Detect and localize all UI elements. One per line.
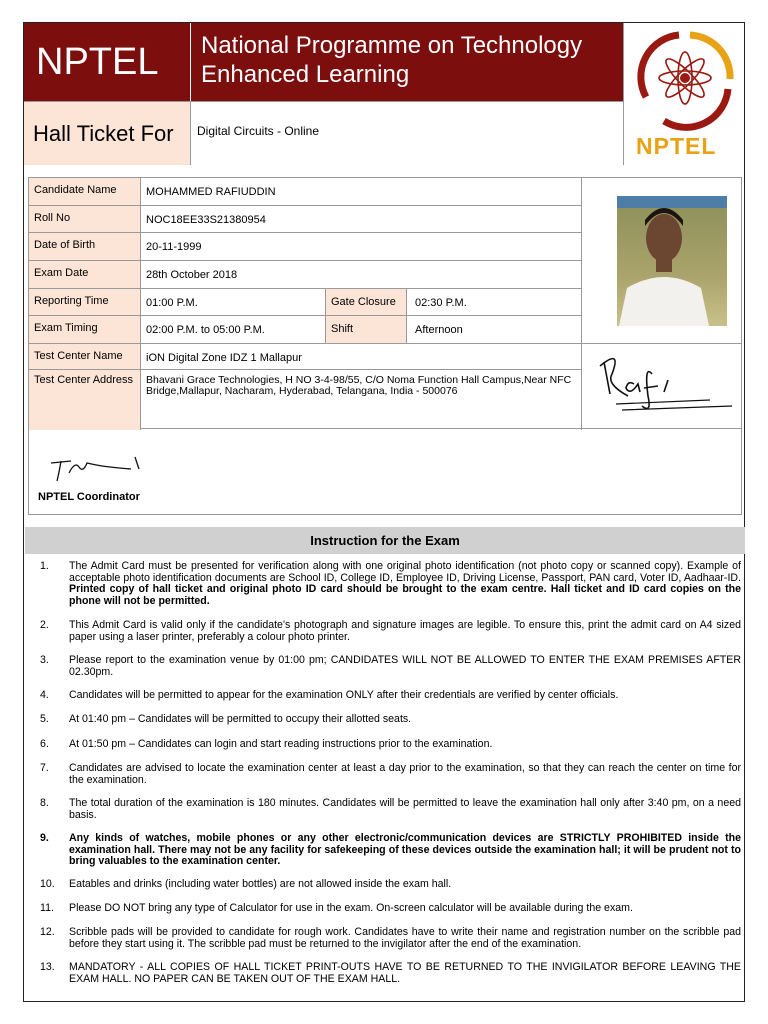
shift-label: Shift <box>325 316 407 343</box>
row-candidate-name <box>29 178 581 206</box>
instructions-title: Instruction for the Exam <box>25 527 745 554</box>
reporting-time-value: 01:00 P.M. <box>146 297 198 309</box>
row-exam-date <box>29 261 581 289</box>
candidate-photo <box>617 196 727 326</box>
test-center-address-label: Test Center Address <box>29 370 141 430</box>
row-exam-timing <box>29 316 581 344</box>
shift-value: Afternoon <box>415 324 463 336</box>
logo-wordmark: NPTEL <box>636 133 717 159</box>
row-dob <box>29 233 581 261</box>
header <box>24 23 744 165</box>
dob-value: 20-11-1999 <box>146 241 202 253</box>
roll-no-label: Roll No <box>29 206 141 232</box>
row-test-center-address <box>29 370 581 430</box>
candidate-signature <box>581 344 741 430</box>
exam-timing-label: Exam Timing <box>29 316 141 343</box>
row-roll-no <box>29 206 581 233</box>
hall-ticket: NPTEL National Programme on Technology Enhanced Learning Hall Ticket For Digital Circuits - Online NPTEL Candidate Name MOHAMMED RAFIUDDIN Roll No NOC18EE33S21380954 Date of Birth 20-11-1999 Exam Date 28th October 2018 Reporting Time 01:00 P.M. Gate Closure 02:30 P.M. Exam Timing 02:00 P.M. to 05:00 P.M. Shift Afternoon Test Center Name iON Digital Zone IDZ 1 Mallapur Test Center Address Bhavani Grace Technologies, H NO 3-4-98/55, C/O Noma Function Hall Campus,Near NFC Bridge,Mallapur, Nacharam, Hyderabad, Telangana, India - 500076 NPTEL Coordinator Instruction for the Exam 1. The Admit Card must be presented for verification along with one original photo identification (not photo copy or scanned copy). Example of acceptable photo identification documents are School ID, College ID, Employee ID, Driving License, Passport, PAN card, Voter ID, Aadhaar-ID. Printed copy of hall ticket and original photo ID card should be brought to the exam centre. Hall ticket and ID card copies on the phone will not be permitted. 2. This Admit Card is valid only if the candidate's photograph and signature images are legible. To ensure this, print the admit card on A4 sized paper using a laser printer, preferably a colour photo printer. 3. Please report to the examination venue by 01:00 pm; CANDIDATES WILL NOT BE ALLOWED TO ENTER THE EXAM PREMISES AFTER 02.30pm. 4. Candidates will be permitted to appear for the examination ONLY after their credentials are verified by center officials. 5. At 01:40 pm – Candidates will be permitted to occupy their allotted seats. 6. At 01:50 pm – Candidates can login and start reading instructions prior to the examination. 7. Candidates are advised to locate the examination center at least a day prior to the examination, so that they can reach the center on time for the examination. 8. The total duration of the examination is 180 minutes. Candidates will be permitted to leave the examination hall only after 3:40 pm, on a need basis. 9. Any kinds of watches, mobile phones or any other electronic/communication devices are STRICTLY PROHIBITED inside the examination hall. There may not be any facility for safekeeping of these devices outside the examination hall; it will be prudent not to bring valuables to the examination center. 10. Eatables and drinks (including water bottles) are not allowed inside the exam hall. 11. Please DO NOT bring any type of Calculator for use in the exam. On-screen calculator will be available during the exam. 12. Scribble pads will be provided to candidate for rough work. Candidates have to write their name and registration number on the scribble pad before they start using it. The scribble pad must be returned to the invigilator after the end of the examination. 13. MANDATORY - ALL COPIES OF HALL TICKET PRINT-OUTS HAVE TO BE RETURNED TO THE INVIGILATOR BEFORE LEAVING THE EXAM HALL. NO PAPER CAN BE TAKEN OUT OF THE EXAM HALL. <box>23 22 745 1002</box>
programme-title <box>191 23 623 101</box>
programme-line-2: Enhanced Learning <box>201 61 410 88</box>
programme-line-1: National Programme on Technology <box>201 32 583 59</box>
candidate-name-value: MOHAMMED RAFIUDDIN <box>146 186 276 198</box>
nptel-logo-icon <box>624 23 745 133</box>
reporting-time-label: Reporting Time <box>29 289 141 315</box>
test-center-name-value: iON Digital Zone IDZ 1 Mallapur <box>146 352 302 364</box>
gate-closure-label: Gate Closure <box>325 289 407 315</box>
gate-closure-value: 02:30 P.M. <box>415 297 467 309</box>
brand-title: NPTEL <box>24 23 191 101</box>
photo-cell <box>581 178 741 344</box>
test-center-address-value: Bhavani Grace Technologies, H NO 3-4-98/55, C/O Noma Function Hall Campus,Near NFC Bridge,Mallapur, Nacharam, Hyderabad, Telangana, India - 500076 <box>146 374 572 397</box>
row-test-center-name <box>29 344 581 370</box>
signature-icon <box>582 344 742 430</box>
exam-timing-value: 02:00 P.M. to 05:00 P.M. <box>146 324 265 336</box>
course-name: Digital Circuits - Online <box>191 101 623 165</box>
nptel-logo <box>623 23 744 165</box>
exam-date-value: 28th October 2018 <box>146 269 238 281</box>
candidate-details <box>28 177 742 429</box>
dob-label: Date of Birth <box>29 233 141 260</box>
roll-no-value: NOC18EE33S21380954 <box>146 214 266 226</box>
hall-ticket-label: Hall Ticket For <box>24 101 191 165</box>
candidate-name-label: Candidate Name <box>29 178 141 205</box>
exam-date-label: Exam Date <box>29 261 141 288</box>
row-reporting-time <box>29 289 581 316</box>
test-center-name-label: Test Center Name <box>29 344 141 369</box>
coordinator-signature-icon <box>43 447 153 487</box>
coordinator-label: NPTEL Coordinator <box>38 491 140 503</box>
coordinator-section <box>28 429 742 515</box>
